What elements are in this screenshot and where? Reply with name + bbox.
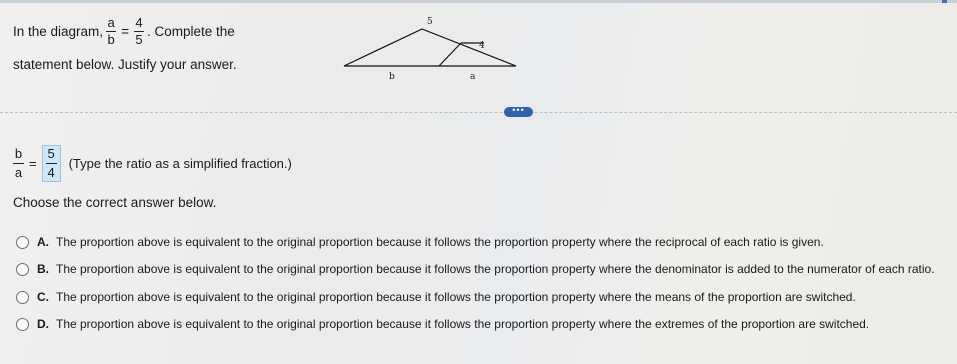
fraction-bar (46, 163, 57, 164)
parallel-segment (439, 43, 461, 66)
fraction-denominator: a (14, 165, 23, 180)
question-fraction-4-over-5 (134, 16, 144, 47)
option-letter: A. (37, 235, 49, 249)
label-right: 4 (479, 41, 485, 51)
radio-button[interactable] (16, 291, 29, 304)
option-a[interactable] (16, 235, 824, 249)
fraction-numerator: a (107, 15, 115, 30)
option-text: The proportion above is equivalent to the original proportion because it follows the proportion property where the reciprocal of each ratio is given. (56, 235, 824, 249)
option-b[interactable] (16, 262, 935, 276)
fraction-denominator: 5 (135, 32, 143, 47)
equals-sign: = (121, 23, 129, 39)
section-divider (0, 112, 957, 113)
option-letter: B. (37, 262, 49, 276)
option-d[interactable] (16, 317, 869, 331)
question-text (13, 16, 343, 74)
question-prefix: In the diagram, (13, 23, 104, 39)
answer-statement (13, 145, 292, 182)
radio-button[interactable] (16, 263, 29, 276)
option-letter: C. (37, 290, 49, 304)
label-top: 5 (427, 17, 433, 27)
question-fraction-a-over-b (106, 16, 116, 47)
answer-hint: (Type the ratio as a simplified fraction.) (68, 156, 292, 171)
answer-denominator-field[interactable]: 4 (47, 165, 55, 180)
equals-sign: = (29, 156, 37, 171)
answer-numerator-field[interactable]: 5 (47, 146, 55, 161)
radio-button[interactable] (16, 236, 29, 249)
answer-input-fraction[interactable] (42, 145, 61, 182)
triangle-outline (344, 29, 516, 66)
answer-fraction-b-over-a (13, 147, 24, 180)
choose-prompt: Choose the correct answer below. (13, 195, 217, 210)
top-bar (0, 0, 957, 3)
fraction-numerator: b (14, 146, 23, 161)
label-bottom-right: a (470, 72, 476, 82)
top-bar-indicator (942, 0, 947, 3)
option-text: The proportion above is equivalent to the original proportion because it follows the proportion property where the denominator is added to the numerator of each ratio. (56, 262, 935, 276)
radio-button[interactable] (16, 318, 29, 331)
fraction-bar (13, 163, 24, 164)
label-bottom-left: b (389, 72, 395, 82)
expand-more-button[interactable]: ••• (504, 107, 533, 117)
fraction-denominator: b (107, 32, 115, 47)
option-text: The proportion above is equivalent to the original proportion because it follows the proportion property where the extremes of the proportion are switched. (56, 317, 870, 331)
triangle-diagram (338, 10, 528, 85)
option-letter: D. (37, 317, 49, 331)
question-line2: statement below. Justify your answer. (13, 57, 237, 72)
fraction-numerator: 4 (135, 15, 143, 30)
option-c[interactable] (16, 290, 856, 304)
question-suffix: . Complete the (146, 23, 235, 39)
option-text: The proportion above is equivalent to the original proportion because it follows the proportion property where the means of the proportion are switched. (56, 290, 856, 304)
